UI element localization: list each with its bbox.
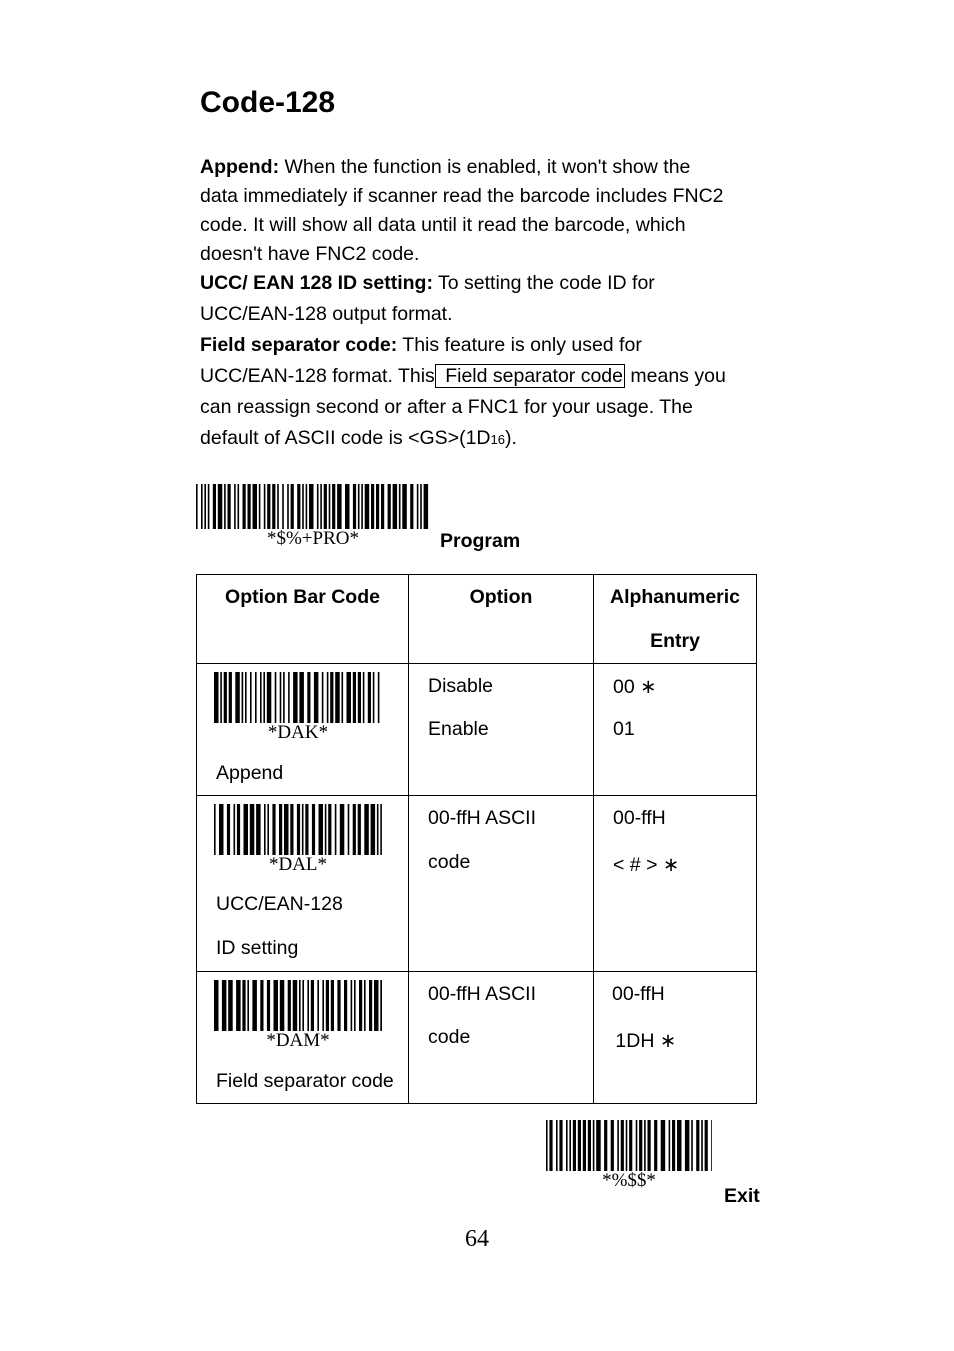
option-cell: [409, 664, 594, 796]
table-row: [197, 972, 757, 1104]
exit-label: Exit: [724, 1185, 760, 1207]
append-text-line: code. It will show all data until it read the barcode, which: [200, 214, 686, 236]
entry-cell: [594, 664, 757, 796]
field-text-line: ).: [504, 427, 517, 449]
ucc-barcode[interactable]: [214, 804, 382, 874]
barcode-cell: [197, 796, 409, 972]
option-value: Enable: [428, 718, 489, 740]
barcode-bars: [214, 804, 382, 855]
entry-value: 00-ffH: [613, 807, 666, 829]
field-separator-barcode[interactable]: [214, 980, 382, 1050]
field-text-line: UCC/EAN-128 format. This: [200, 365, 435, 387]
barcode-bars: [214, 980, 382, 1031]
ucc-label: UCC/ EAN 128 ID setting:: [200, 272, 433, 294]
option-value: Disable: [428, 675, 494, 697]
option-value: 00-ffH ASCII: [428, 807, 537, 829]
append-label: Append:: [200, 156, 280, 178]
append-text-line: doesn't have FNC2 code.: [200, 243, 420, 265]
boxed-term: Field separator code: [435, 364, 625, 388]
option-value: code: [428, 1026, 471, 1048]
field-text-line: means you: [624, 365, 726, 387]
header-option: Option: [409, 575, 594, 664]
entry-value: 00 ∗: [613, 676, 657, 698]
ucc-description: [200, 268, 770, 330]
field-separator-label: Field separator code:: [200, 334, 398, 356]
option-name: Field separator code: [216, 1070, 394, 1092]
entry-value: 1DH ∗: [610, 1030, 677, 1052]
barcode-bars: [546, 1120, 712, 1171]
options-table: [196, 574, 757, 1104]
barcode-human-readable: *$%+PRO*: [266, 528, 359, 549]
field-text-line: default of ASCII code is <GS>(1D: [200, 427, 491, 449]
entry-value: < # > ∗: [613, 854, 680, 876]
barcode-human-readable: *DAK*: [267, 722, 329, 743]
table-row: [197, 664, 757, 796]
program-barcode[interactable]: [196, 484, 430, 548]
field-text-line: can reassign second or after a FNC1 for your usage. The: [200, 396, 693, 418]
header-option-bar-code: Option Bar Code: [197, 575, 409, 664]
option-name: UCC/EAN-128: [216, 893, 343, 915]
entry-value: 01: [613, 718, 635, 740]
entry-cell: [594, 972, 757, 1104]
barcode-bars: [214, 672, 382, 723]
entry-value: 00-ffH: [612, 983, 665, 1005]
page-title: Code-128: [200, 86, 336, 119]
append-description: [200, 153, 770, 269]
program-label: Program: [440, 530, 521, 552]
field-separator-description: [200, 330, 770, 455]
exit-barcode[interactable]: [546, 1120, 712, 1190]
option-value: 00-ffH ASCII: [428, 983, 537, 1005]
table-header-row: [197, 575, 757, 664]
option-cell: [409, 972, 594, 1104]
option-value: code: [428, 851, 471, 873]
subscript: 16: [490, 432, 505, 447]
barcode-cell: [197, 972, 409, 1104]
barcode-cell: [197, 664, 409, 796]
barcode-human-readable: *%$$*: [602, 1170, 656, 1191]
option-name: Append: [216, 762, 284, 784]
option-cell: [409, 796, 594, 972]
page-number: 64: [465, 1226, 489, 1252]
barcode-human-readable: *DAM*: [266, 1030, 330, 1051]
entry-cell: [594, 796, 757, 972]
table-row: [197, 796, 757, 972]
header-alphanumeric-entry: Alphanumeric Entry: [594, 575, 757, 664]
ucc-text-line: To setting the code ID for: [432, 272, 655, 294]
append-text-line: When the function is enabled, it won't show the: [279, 156, 691, 178]
append-text-line: data immediately if scanner read the barcode includes FNC2: [200, 185, 724, 207]
barcode-bars: [196, 484, 430, 529]
field-text-line: This feature is only used for: [397, 334, 642, 356]
option-name: ID setting: [216, 937, 299, 959]
ucc-text-line: UCC/EAN-128 output format.: [200, 303, 453, 325]
barcode-human-readable: *DAL*: [268, 854, 328, 875]
append-barcode[interactable]: [214, 672, 382, 742]
